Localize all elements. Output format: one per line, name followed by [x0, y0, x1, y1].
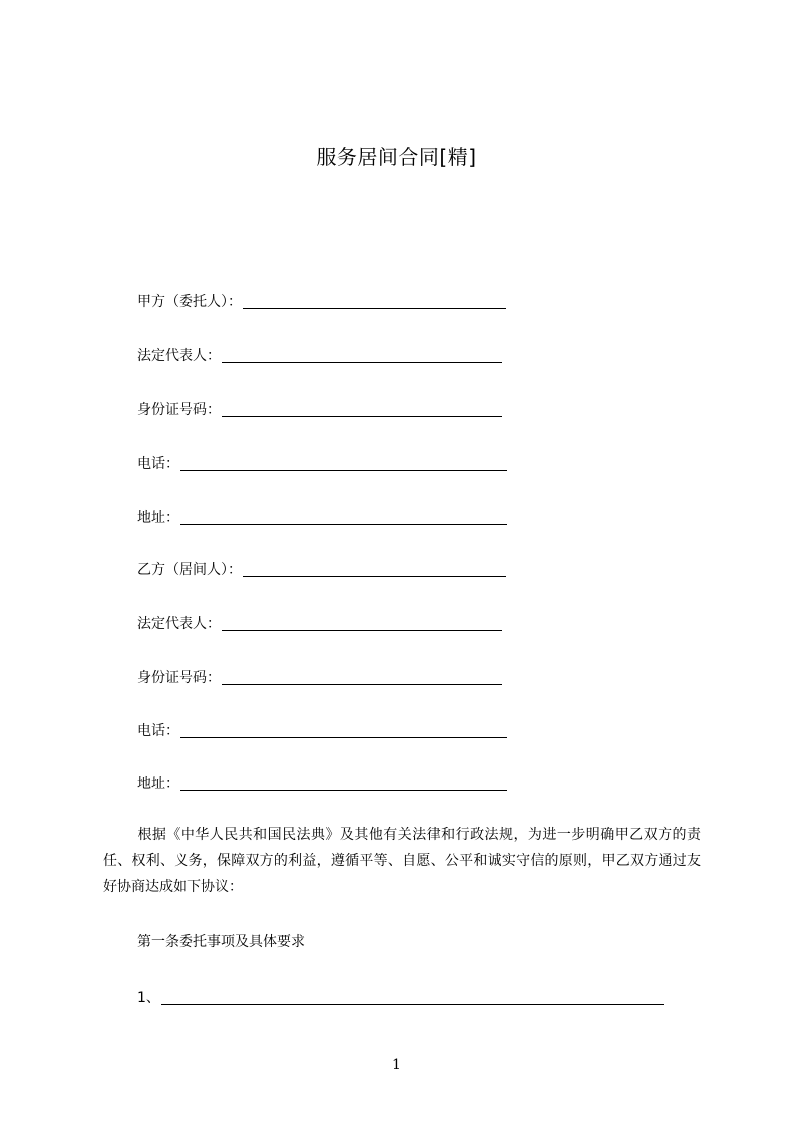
party-a-address-label: 地址： [137, 510, 179, 526]
party-b-id-label: 身份证号码： [137, 670, 221, 686]
party-a-phone-blank [180, 452, 507, 471]
item-1-blank [161, 986, 664, 1005]
party-a-id-field [137, 396, 502, 420]
party-a-label: 甲方（委托人）： [137, 294, 242, 310]
party-a-phone-field [137, 450, 507, 474]
party-b-address-field [137, 770, 507, 794]
preamble-text: 根据《中华人民共和国民法典》及其他有关法律和行政法规，为进一步明确甲乙双方的责任、权利、义务，保障双方的利益，遵循平等、自愿、公平和诚实守信的原则，甲乙双方通过友好协商达成如下协议： [103, 827, 701, 895]
party-b-legal-rep-field [137, 610, 502, 634]
preamble-paragraph [103, 822, 701, 900]
party-b-id-field [137, 664, 502, 688]
party-a-address-blank [180, 506, 507, 525]
party-b-address-blank [180, 772, 507, 791]
item-1-field [137, 984, 664, 1008]
party-a-phone-label: 电话： [137, 456, 179, 472]
party-b-phone-label: 电话： [137, 723, 179, 739]
party-b-legal-rep-blank [222, 612, 502, 631]
party-a-id-blank [222, 398, 502, 417]
party-a-legal-rep-blank [222, 344, 502, 363]
party-a-field [137, 288, 506, 312]
page-number: 1 [392, 1057, 401, 1073]
party-b-phone-field [137, 717, 507, 741]
party-b-id-blank [222, 666, 502, 685]
party-b-label: 乙方（居间人）： [137, 562, 242, 578]
party-b-field [137, 556, 506, 580]
article-1-heading: 第一条委托事项及具体要求 [137, 934, 305, 950]
party-a-legal-rep-label: 法定代表人： [137, 348, 221, 364]
party-a-id-label: 身份证号码： [137, 402, 221, 418]
party-a-address-field [137, 504, 507, 528]
party-b-phone-blank [180, 719, 507, 738]
party-b-blank [243, 558, 506, 577]
party-b-legal-rep-label: 法定代表人： [137, 616, 221, 632]
item-1-label: 1、 [137, 990, 160, 1006]
party-b-address-label: 地址： [137, 776, 179, 792]
party-a-blank [243, 290, 506, 309]
party-a-legal-rep-field [137, 342, 502, 366]
document-title: 服务居间合同[精] [316, 145, 477, 169]
